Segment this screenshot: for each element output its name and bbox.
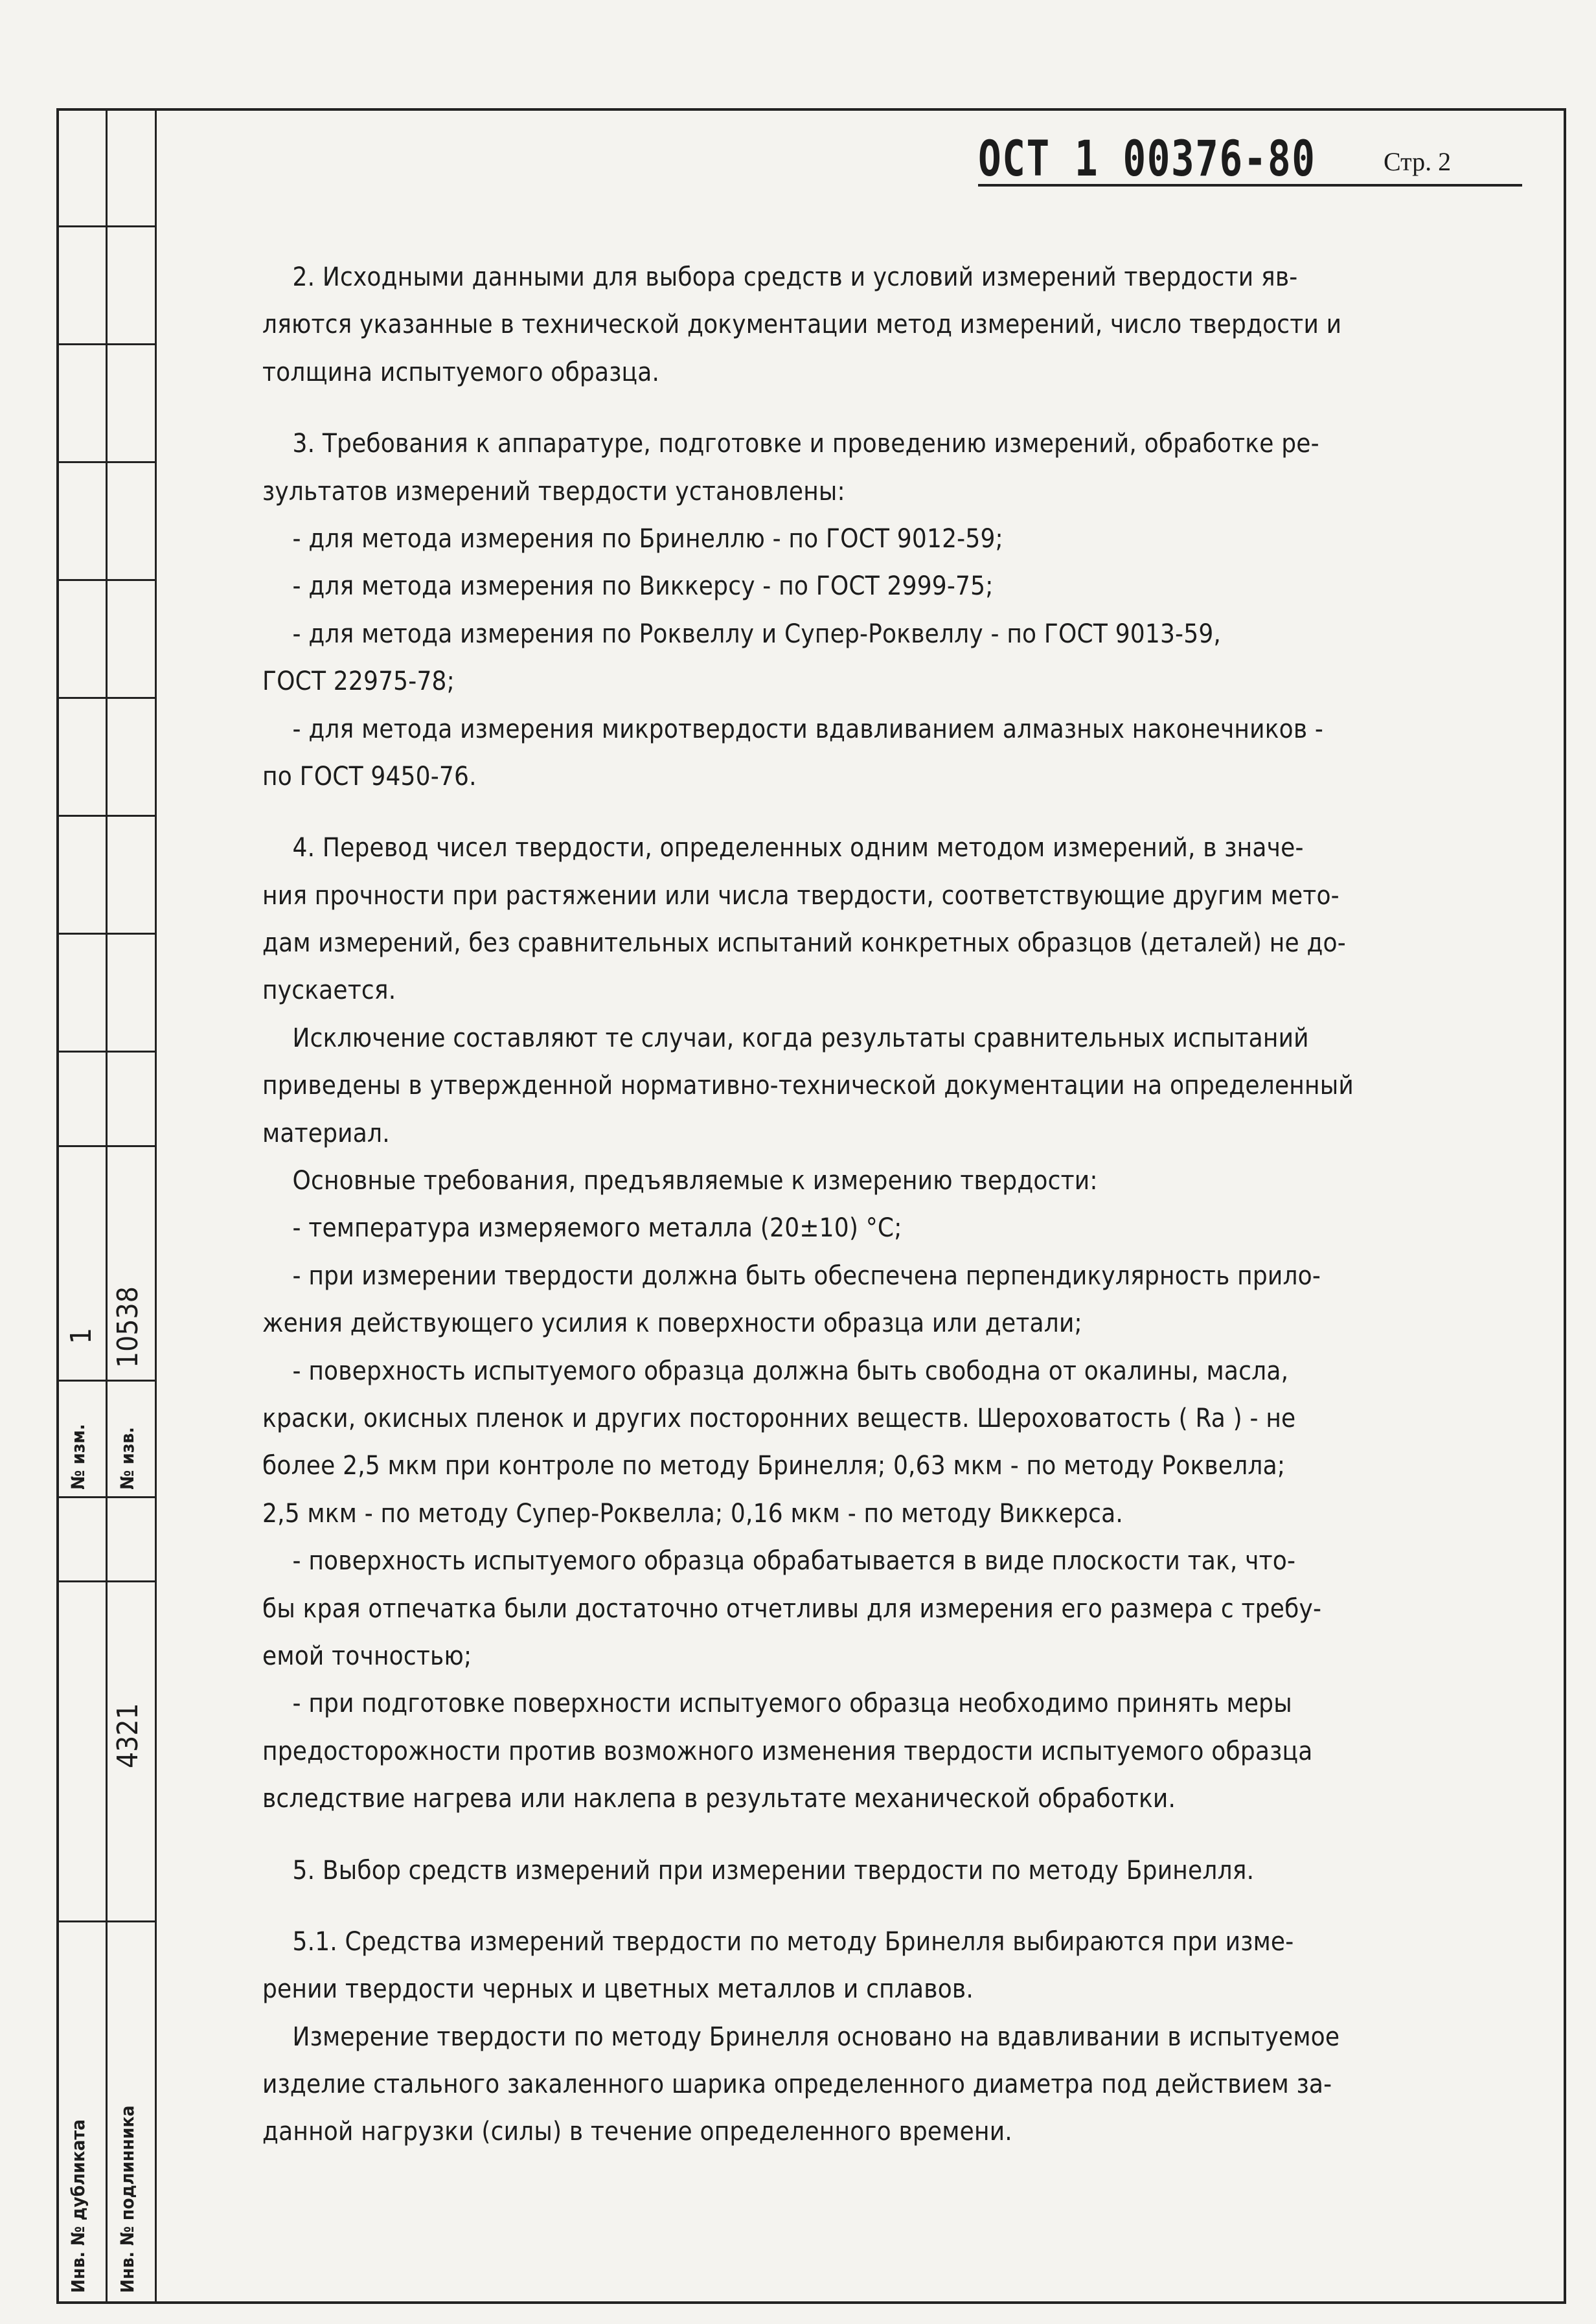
text-line: 3. Требования к аппаратуре, подготовке и проведению измерений, обработке ре- (262, 429, 1319, 459)
izm-value: 1 (65, 1327, 98, 1344)
sidebar-divider (56, 343, 155, 345)
text-line: 5. Выбор средств измерений при измерении твердости по методу Бринелля. (262, 1855, 1255, 1885)
text-line: данной нагрузки (силы) в течение определенного времени. (262, 2117, 1012, 2147)
izv-value: 10538 (111, 1286, 144, 1368)
text-line: предосторожности против возможного изменения твердости испытуемого образца (262, 1736, 1313, 1766)
sidebar-divider (56, 1920, 155, 1922)
text-line: краски, окисных пленок и других посторонних веществ. Шероховатость ( Ra ) - не (262, 1403, 1296, 1433)
text-line: - при измерении твердости должна быть обеспечена перпендикулярность прило- (262, 1260, 1321, 1291)
paragraph-gap (262, 1895, 1493, 1919)
sidebar-divider (56, 815, 155, 817)
text-line: 2,5 мкм - по методу Супер-Роквелла; 0,16 мкм - по методу Виккерса. (262, 1498, 1123, 1529)
text-line: емой точностью; (262, 1641, 472, 1671)
dubl-label: Инв. № дубликата (67, 2119, 89, 2293)
sidebar-divider (56, 1145, 155, 1147)
sidebar-column-left (56, 108, 108, 2304)
text-line: - для метода измерения по Виккерсу - по ГОСТ 2999-75; (262, 571, 994, 602)
text-line: более 2,5 мкм при контроле по методу Бринелля; 0,63 мкм - по методу Роквелла; (262, 1451, 1286, 1481)
text-line: жения действующего усилия к поверхности образца или детали; (262, 1308, 1082, 1339)
text-line: Исключение составляют те случаи, когда результаты сравнительных испытаний (262, 1023, 1309, 1053)
izv-label: № изв. (117, 1427, 138, 1490)
page-number: Стр. 2 (1384, 147, 1452, 176)
text-line: - поверхность испытуемого образца должна быть свободна от окалины, масла, (262, 1356, 1289, 1386)
document-code: ОСТ 1 00376-80 (978, 130, 1316, 187)
text-line: вследствие нагрева или наклепа в результате механической обработки. (262, 1784, 1176, 1814)
sidebar-divider (56, 1051, 155, 1053)
text-line: Измерение твердости по методу Бринелля основано на вдавливании в испытуемое (262, 2022, 1340, 2052)
text-line: толщина испытуемого образца. (262, 357, 660, 387)
podl-value: 4321 (111, 1703, 144, 1768)
text-line: 4. Перевод чисел твердости, определенных одним методом измерений, в значе- (262, 833, 1304, 863)
paragraph-gap (262, 396, 1493, 420)
sidebar-divider (56, 579, 155, 581)
sidebar-divider (56, 933, 155, 935)
text-line: ляются указанные в технической документации метод измерений, число твердости и (262, 310, 1342, 340)
text-line: Основные требования, предъявляемые к измерению твердости: (262, 1166, 1098, 1196)
text-line: ния прочности при растяжении или числа твердости, соответствующие другим мето- (262, 880, 1340, 911)
text-line: пускается. (262, 975, 396, 1006)
text-line: - для метода измерения микротвердости вдавливанием алмазных наконечников - (262, 714, 1324, 744)
text-line: 5.1. Средства измерений твердости по методу Бринелля выбираются при изме- (262, 1926, 1294, 1957)
text-line: изделие стального закаленного шарика определенного диаметра под действием за- (262, 2069, 1332, 2100)
document-body (262, 254, 1493, 2156)
sidebar-divider (56, 1496, 155, 1498)
text-line: - поверхность испытуемого образца обрабатывается в виде плоскости так, что- (262, 1546, 1296, 1577)
text-line: материал. (262, 1118, 390, 1148)
text-line: дам измерений, без сравнительных испытаний конкретных образцов (деталей) не до- (262, 928, 1346, 959)
text-line: рении твердости черных и цветных металлов и сплавов. (262, 1974, 974, 2005)
text-line: - для метода измерения по Бринеллю - по ГОСТ 9012-59; (262, 523, 1003, 554)
sidebar-divider (56, 1380, 155, 1382)
text-line: зультатов измерений твердости установлены: (262, 476, 845, 507)
izm-label: № изм. (67, 1424, 89, 1490)
header-rule (978, 184, 1522, 187)
sidebar-column-right (106, 108, 157, 2304)
text-line: - для метода измерения по Роквеллу и Супер-Роквеллу - по ГОСТ 9013-59, (262, 619, 1222, 649)
text-line: приведены в утвержденной нормативно-технической документации на определенный (262, 1071, 1354, 1101)
paragraph-gap (262, 801, 1493, 825)
text-line: по ГОСТ 9450-76. (262, 761, 477, 792)
text-line: 2. Исходными данными для выбора средств и условий измерений твердости яв- (262, 262, 1298, 292)
text-line: бы края отпечатка были достаточно отчетливы для измерения его размера с требу- (262, 1593, 1322, 1624)
text-line: - при подготовке поверхности испытуемого образца необходимо принять меры (262, 1689, 1292, 1719)
text-line: - температура измеряемого металла (20±10) °С; (262, 1213, 902, 1244)
paragraph-gap (262, 1823, 1493, 1847)
sidebar-divider (56, 461, 155, 463)
sidebar-divider (56, 225, 155, 227)
text-line: ГОСТ 22975-78; (262, 666, 455, 697)
sidebar-divider (56, 1580, 155, 1582)
sidebar-divider (56, 697, 155, 699)
podl-label: Инв. № подлинника (117, 2105, 138, 2293)
